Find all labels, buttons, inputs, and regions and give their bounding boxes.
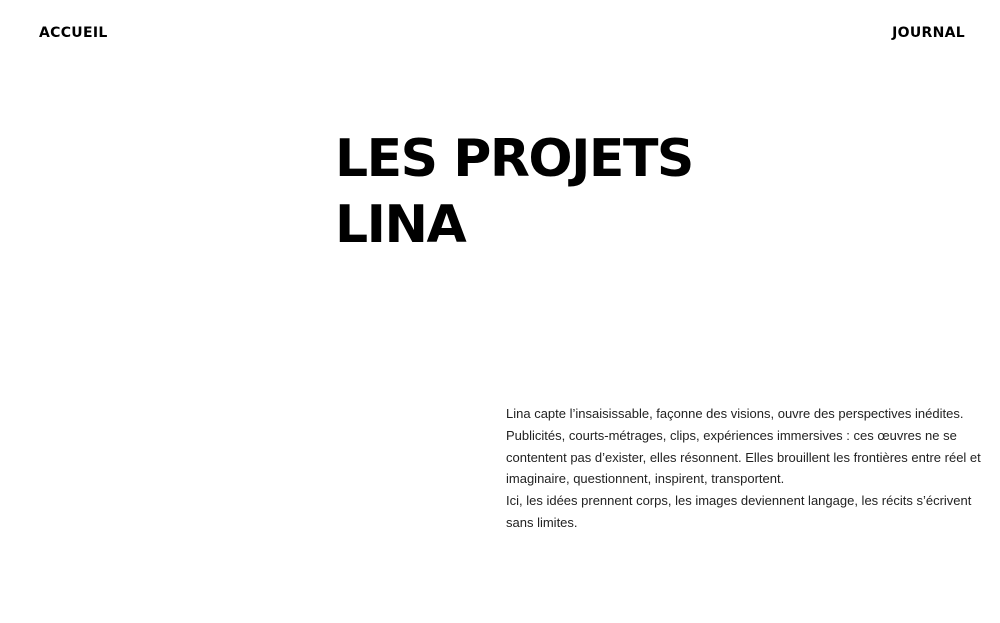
page-title-line-2: LINA bbox=[335, 195, 466, 255]
nav-home-link[interactable]: ACCUEIL bbox=[39, 25, 108, 41]
nav-journal-link[interactable]: JOURNAL bbox=[892, 25, 965, 41]
intro-paragraph-2: Ici, les idées prennent corps, les images deviennent langage, les récits s’écrivent sans limites. bbox=[506, 493, 972, 530]
intro-paragraph-1: Lina capte l’insaisissable, façonne des visions, ouvre des perspectives inédites. Publicités, courts-métrages, clips, expériences immersives : ces œuvres ne se contentent pas d’exister, elles résonnent. Elles brouillent les frontières entre réel et imaginaire, questionnent, inspirent, transportent. bbox=[506, 406, 981, 487]
page-title-line-1: LES PROJETS bbox=[335, 129, 693, 189]
page-title bbox=[335, 126, 693, 258]
intro-text-block bbox=[506, 403, 986, 534]
